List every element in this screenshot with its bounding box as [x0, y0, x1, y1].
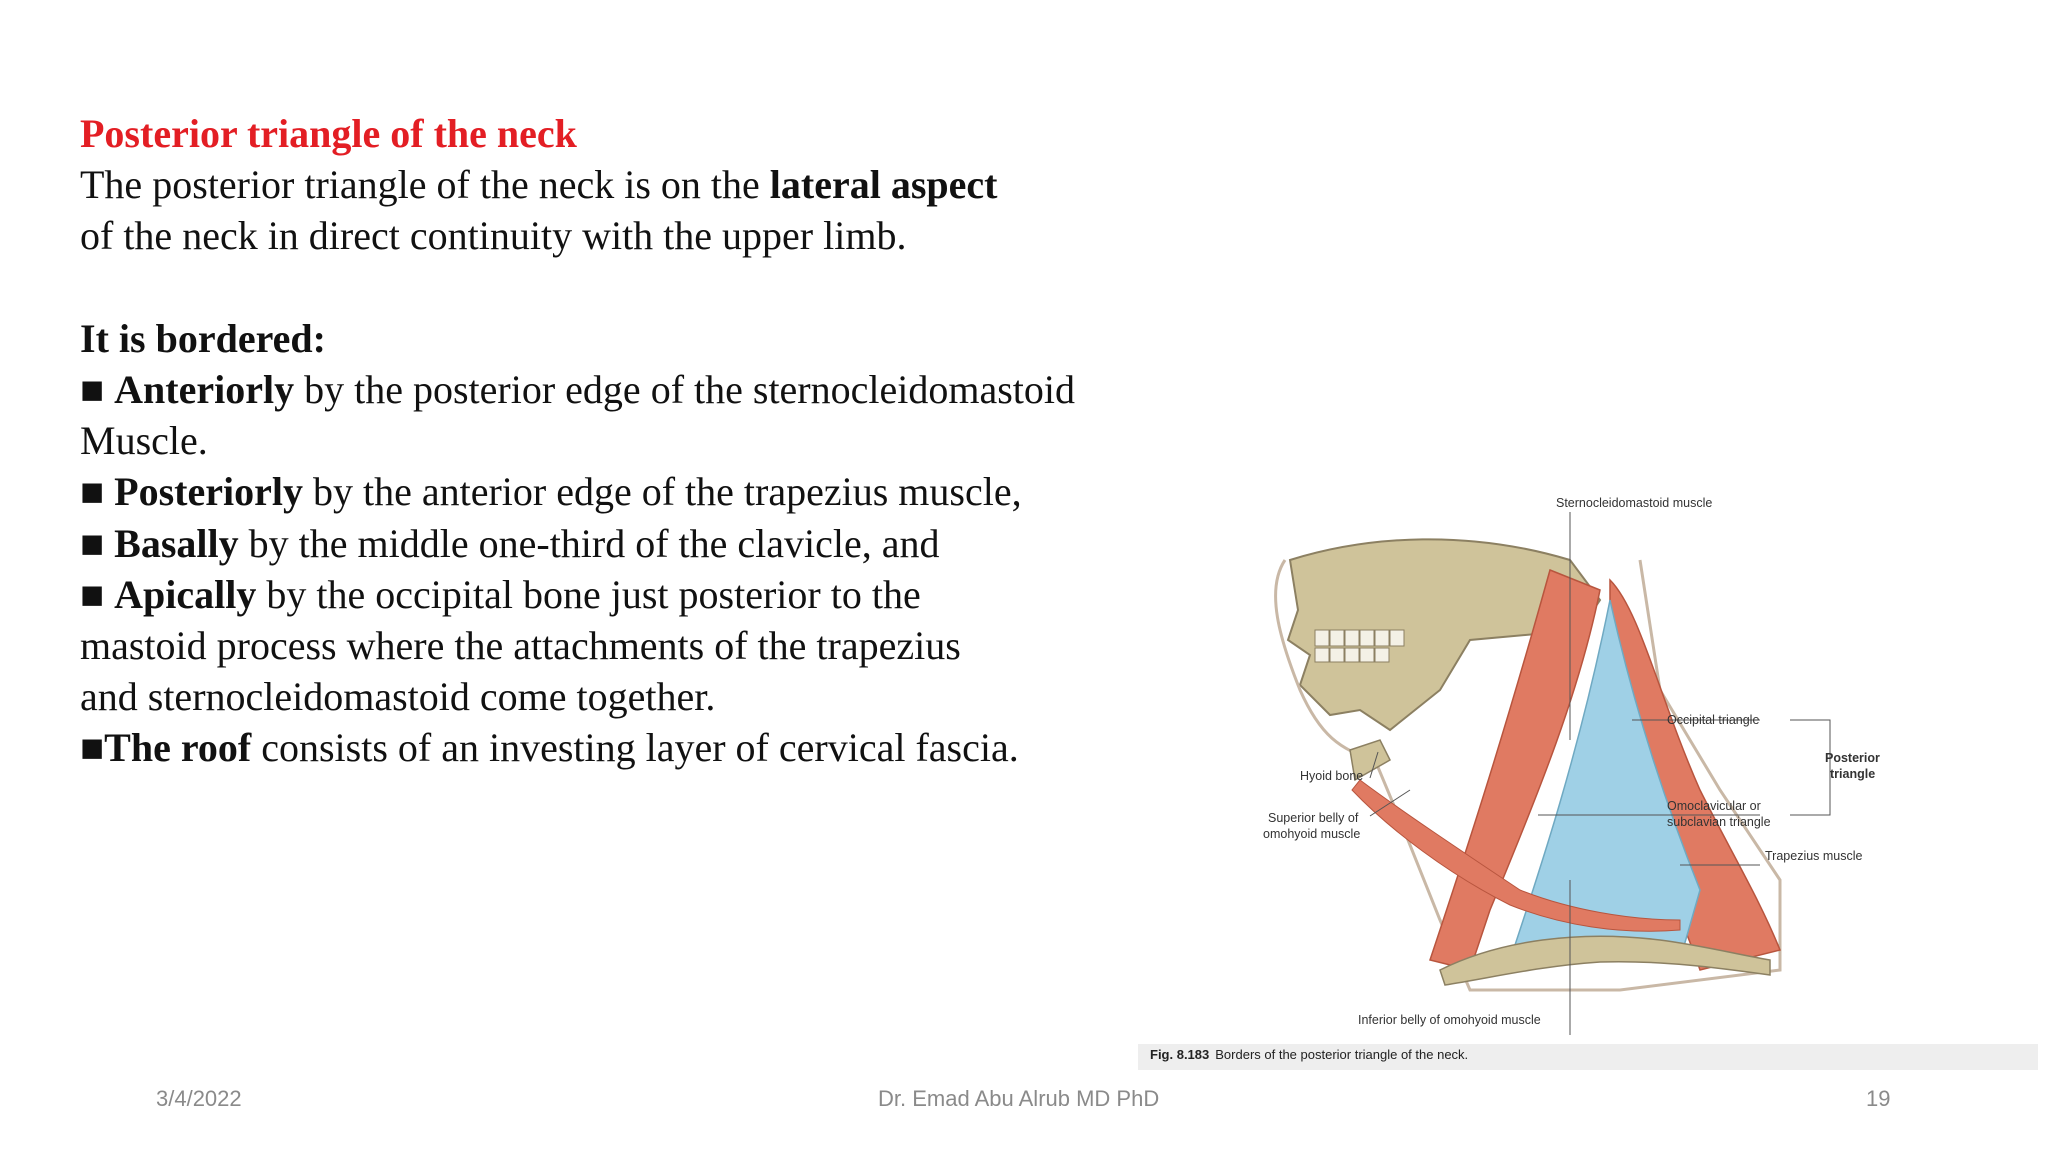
bullet-icon: ■	[80, 725, 105, 771]
label-hyoid-bone: Hyoid bone	[1300, 769, 1364, 783]
label-posterior-triangle-1: Posterior	[1825, 751, 1880, 765]
bullet-anteriorly: ■ Anteriorly by the posterior edge of the sternocleidomastoid	[80, 367, 1076, 412]
label-occipital-triangle: Occipital triangle	[1667, 713, 1760, 727]
neck-illustration	[1140, 490, 2040, 1070]
bullet-icon: ■	[80, 520, 105, 566]
bullet-icon: ■	[80, 367, 105, 412]
label-omoclavicular-2: subclavian triangle	[1667, 815, 1771, 829]
bordered-heading: It is bordered:	[80, 315, 326, 361]
figure-caption-text: Borders of the posterior triangle of the neck.	[1215, 1047, 1469, 1062]
slide-title: Posterior triangle of the neck	[80, 111, 577, 156]
bullet-apically: ■ Apically by the occipital bone just posterior to the	[80, 571, 921, 617]
bullet-apically-cont2: and sternocleidomastoid come together.	[80, 674, 716, 720]
label-inferior-belly: Inferior belly of omohyoid muscle	[1358, 1013, 1541, 1027]
figure-caption	[1150, 1047, 1468, 1062]
intro-pre: The posterior triangle of the neck is on the	[80, 162, 770, 208]
label-posterior-triangle-2: triangle	[1830, 767, 1876, 781]
anatomy-figure	[1140, 490, 2040, 1070]
footer-date: 3/4/2022	[156, 1086, 242, 1111]
label-superior-belly-2: omohyoid muscle	[1263, 827, 1361, 841]
label-omoclavicular-1: Omoclavicular or	[1667, 799, 1761, 813]
bullet-icon: ■	[80, 571, 105, 617]
bullet-roof: ■The roof consists of an investing layer of cervical fascia.	[80, 725, 1019, 771]
slide-text	[80, 108, 1180, 774]
bullet-apically-cont: mastoid process where the attachments of the trapezius	[80, 623, 961, 669]
bullet-icon: ■	[80, 469, 105, 515]
footer-page-number: 19	[1866, 1086, 1891, 1111]
label-superior-belly-1: Superior belly of	[1268, 811, 1359, 825]
footer-author: Dr. Emad Abu Alrub MD PhD	[878, 1086, 1160, 1111]
figure-number: Fig. 8.183	[1150, 1047, 1210, 1062]
label-sternocleidomastoid: Sternocleidomastoid muscle	[1556, 496, 1713, 510]
bullet-posteriorly: ■ Posteriorly by the anterior edge of the trapezius muscle,	[80, 469, 1022, 515]
intro-line-1	[80, 159, 1180, 210]
intro-line-2: of the neck in direct continuity with the upper limb.	[80, 213, 907, 259]
intro-bold: lateral aspect	[769, 162, 998, 208]
bullet-anteriorly-cont: Muscle.	[80, 418, 208, 464]
bullet-basally: ■ Basally by the middle one-third of the clavicle, and	[80, 520, 940, 566]
label-trapezius: Trapezius muscle	[1765, 849, 1863, 863]
